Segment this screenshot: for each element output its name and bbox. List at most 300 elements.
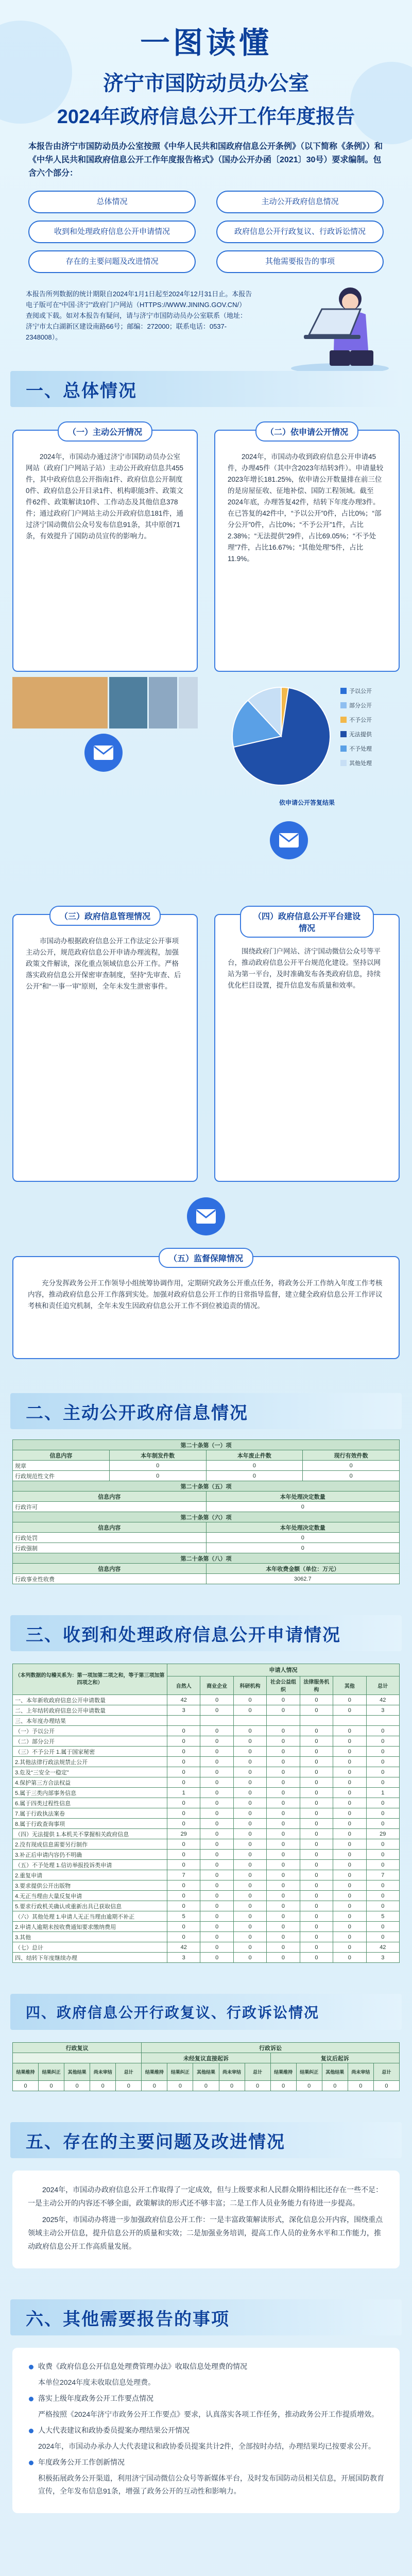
cell: （七）总计: [13, 1942, 167, 1953]
cell: 0: [366, 1922, 399, 1932]
col-header: 尚未审结: [348, 2063, 373, 2081]
table-row: [13, 1880, 400, 1891]
cell: [167, 1716, 200, 1726]
cell: 0: [233, 1901, 266, 1911]
cell: 0: [300, 1942, 333, 1953]
envelope-icon: [84, 734, 123, 772]
legend-swatch: [340, 688, 347, 694]
legend-swatch: [340, 745, 347, 752]
cell: 0: [200, 1839, 233, 1850]
cell: 0: [233, 1705, 266, 1716]
supervision-block: [12, 1197, 400, 1383]
table-row: [13, 1860, 400, 1870]
legend-label: 其他处理: [349, 760, 372, 767]
cell: 0: [167, 1757, 200, 1767]
cell: 三、本年度办理结果: [13, 1716, 167, 1726]
card-text: 2024年，市国动办收到政府信息公开申请45件，办理45件（其中含2023年结转3件）。申请量较2023年增长181.25%，依申请公开数量排在前三位的是房屋征收、征地补偿、国防工程领域。截至2024年底，办理答复42件，结转下年度办理3件。在已答复的42件中，“予以公开”0件，占比0%；“部分公开”0件，占比0%；“不予公开”1件，占比2.38%；“无法提供”29件，占比69.05%；“不予处理”7件，占比16.67%；“其他处理”5件，占比11.9%。: [228, 453, 384, 563]
col-header: 自然人: [167, 1676, 200, 1694]
cell: 0: [267, 1747, 300, 1757]
cell: [333, 1716, 366, 1726]
review-table: [12, 2042, 400, 2091]
envelope-icon: [270, 821, 308, 859]
cell: 0: [366, 1891, 399, 1901]
list-item-detail: 2024年，市国动办承办人大代表建议和政协委员提案共计2件，全部按时办结，办理结果均已按要求公开。: [38, 2442, 375, 2450]
cell: 0: [167, 1777, 200, 1788]
cell: 0: [206, 1543, 400, 1553]
col-header: 其他: [333, 1676, 366, 1694]
cell: 0: [245, 2081, 270, 2091]
cell: 0: [267, 1736, 300, 1747]
cell: 0: [333, 1891, 366, 1901]
cell: 行政规范性文件: [13, 1471, 110, 1481]
cell: 0: [300, 1777, 333, 1788]
cell: 0: [366, 1850, 399, 1860]
list-item-detail: 积极拓展政务公开渠道，利用济宁国动微信公众号等新媒体平台，及时发布国防动员相关信息，开展国防教育宣传，全年发布信息91条，增强了政务公开的互动性和影响力。: [38, 2474, 384, 2495]
cell: 0: [219, 2081, 245, 2091]
col-header: [13, 2053, 142, 2063]
card-proactive: [12, 430, 198, 672]
col-header: 总计: [366, 1676, 399, 1694]
cell: 0: [233, 1726, 266, 1736]
cell: 0: [333, 1922, 366, 1932]
cell: 2.重复申请: [13, 1870, 167, 1880]
section-title: 二、主动公开政府信息情况: [26, 1403, 248, 1423]
cell: 0: [270, 2081, 296, 2091]
cell: 5: [366, 1911, 399, 1922]
part-pill[interactable]: 存在的主要问题及改进情况: [28, 250, 196, 273]
cell: 0: [167, 1850, 200, 1860]
col-header: 信息内容: [13, 1450, 110, 1461]
proactive-tables: [12, 1439, 400, 1584]
table-row: [13, 1953, 400, 1963]
cell: [200, 1716, 233, 1726]
cell: 0: [366, 1777, 399, 1788]
col-header: 总计: [245, 2063, 270, 2081]
cell: 7: [366, 1870, 399, 1880]
cell: 0: [233, 1808, 266, 1819]
cell: 0: [116, 2081, 142, 2091]
part-pill[interactable]: 总体情况: [28, 191, 196, 213]
paragraph: 2024年，市国动办政府信息公开工作取得了一定成效，但与上级要求和人民群众期待相比还存在一些不足：一是主动公开的内容还不够全面，政策解读的形式还不够丰富；二是工作人员业务能力有待进一步提高。: [28, 2185, 383, 2207]
cell: 5: [167, 1911, 200, 1922]
cell: 0: [200, 1870, 233, 1880]
cell: 0: [267, 1705, 300, 1716]
cell: 0: [267, 1922, 300, 1932]
table-row: [13, 1726, 400, 1736]
request-table: [12, 1664, 400, 1963]
card-management: [12, 914, 198, 1182]
chart-label: 依申请公开答复结果: [279, 799, 335, 806]
cell: 0: [233, 1777, 266, 1788]
cell: 0: [300, 1911, 333, 1922]
cell: 42: [366, 1695, 399, 1705]
cell: 行政许可: [13, 1502, 207, 1512]
cell: 0: [267, 1942, 300, 1953]
cell: 3: [366, 1953, 399, 1963]
section-banner-1: [10, 371, 402, 407]
cell: 3: [167, 1953, 200, 1963]
col-header: 行政诉讼: [142, 2043, 400, 2053]
cell: 0: [167, 1736, 200, 1747]
cell: 0: [200, 1922, 233, 1932]
cell: 0: [333, 1870, 366, 1880]
cell: 0: [200, 1808, 233, 1819]
card-platform: [214, 914, 400, 1182]
cell: 0: [167, 1839, 200, 1850]
cell: （二）部分公开: [13, 1736, 167, 1747]
card-text: 围绕政府门户网站、济宁国动微信公众号等平台，推动政府信息公开平台规范化建设。坚持以网站为第一平台，及时准确发布各类政府信息，持续优化栏目设置，提升信息发布质量和效率。: [228, 947, 381, 989]
other-textbox: [12, 2348, 400, 2513]
table-row: [13, 1829, 400, 1839]
card-title: （一）主动公开情况: [58, 421, 152, 442]
cell: 0: [303, 1461, 400, 1471]
card-request: [214, 430, 400, 672]
col-header: 信息内容: [13, 1522, 207, 1533]
table-row: [13, 1502, 400, 1512]
col-header: 本年制发件数: [109, 1450, 206, 1461]
cell: 0: [267, 1757, 300, 1767]
cell: 8.属于行政查询事项: [13, 1819, 167, 1829]
section-title: 五、存在的主要问题及改进情况: [26, 2132, 285, 2152]
cell: 0: [267, 1819, 300, 1829]
col-header: 本年废止件数: [206, 1450, 303, 1461]
table-row: [13, 1942, 400, 1953]
cell: 3.要求提供公开出版物: [13, 1880, 167, 1891]
table-regs: [12, 1439, 400, 1584]
list-item-detail: 本单位2024年度未收取信息处理费。: [38, 2378, 156, 2386]
cell: 0: [200, 1798, 233, 1808]
header-intro: 本报告由济宁市国防动员办公室按照《中华人民共和国政府信息公开条例》（以下简称《条例》）和《中华人民共和国政府信息公开工作年度报告格式》（国办公开办函〔2021〕30号）要求编制。包含六个部分：: [28, 142, 383, 178]
table-caption: 第二十条第（一）项: [13, 1440, 400, 1450]
part-pill[interactable]: 收到和处理政府信息公开申请情况: [28, 221, 196, 243]
cell: 0: [233, 1819, 266, 1829]
cell: 0: [300, 1757, 333, 1767]
cell: 0: [267, 1850, 300, 1860]
cell: 0: [13, 2081, 39, 2091]
cell: [233, 1716, 266, 1726]
legend-label: 不予处理: [349, 746, 372, 752]
cell: 0: [200, 1860, 233, 1870]
cell: [267, 1716, 300, 1726]
cell: 0: [333, 1757, 366, 1767]
table-row: [13, 1932, 400, 1942]
cell: 0: [167, 2081, 193, 2091]
cell: 0: [333, 1942, 366, 1953]
card-text: 市国动办根据政府信息公开工作法定公开事项主动公开，规范政府信息公开申请办理流程，加强政策文件解读，深化重点领域信息公开工作。严格落实政府信息公开保密审查制度，坚持“先审查、后公开”和“一事一审”原则，全年未发生泄密事件。: [26, 937, 181, 990]
cell: 0: [200, 1695, 233, 1705]
category-block: [109, 677, 147, 728]
cell: 4.保护第三方合法权益: [13, 1777, 167, 1788]
paragraph: 2025年，市国动办将进一步加强政府信息公开工作：一是丰富政策解读形式，深化信息公开内容，围绕重点领域主动公开信息，提升信息公开的质量和实效；二是加强业务培训，提高工作人员的业务水平和工作能力，推动政府信息公开工作高质量发展。: [28, 2215, 383, 2250]
cell: 0: [109, 1461, 206, 1471]
cell: 2.申请人逾期未按收费通知要求缴纳费用: [13, 1922, 167, 1932]
table-row: [13, 1777, 400, 1788]
legend-label: 无法提供: [349, 732, 372, 738]
cell: 0: [167, 1726, 200, 1736]
cell: 3062.7: [206, 1574, 400, 1584]
cell: 0: [267, 1767, 300, 1777]
cell: 2.其他法律行政法规禁止公开: [13, 1757, 167, 1767]
cell: 0: [366, 1757, 399, 1767]
cell: 0: [200, 1911, 233, 1922]
cell: 0: [267, 1860, 300, 1870]
table-row: [13, 1798, 400, 1808]
col-header: 未经复议直接起诉: [142, 2053, 270, 2063]
cell: 0: [333, 1767, 366, 1777]
col-header: 本年处理决定数量: [206, 1522, 400, 1533]
card-title: （五）监督保障情况: [159, 1248, 253, 1268]
cell: 0: [366, 1819, 399, 1829]
cell: 0: [200, 1932, 233, 1942]
category-blocks: [12, 677, 198, 728]
table-row: [13, 1911, 400, 1922]
cell: 0: [200, 1767, 233, 1777]
supervision-icon-wrap: [12, 1197, 400, 1235]
table-row: [13, 2081, 400, 2091]
col-header: 其他结果: [193, 2063, 219, 2081]
cell: 0: [366, 1767, 399, 1777]
col-header: （本列数据的勾稽关系为：第一项加第二项之和，等于第三项加第四项之和）: [13, 1664, 167, 1695]
table-row: [13, 1850, 400, 1860]
cell: 0: [267, 1726, 300, 1736]
cell: （一）予以公开: [13, 1726, 167, 1736]
table-row: [13, 1870, 400, 1880]
cell: 0: [333, 1808, 366, 1819]
cell: 7: [167, 1870, 200, 1880]
cell: 0: [303, 1471, 400, 1481]
card-title: （三）政府信息管理情况: [49, 906, 161, 926]
col-header: 结果纠正: [167, 2063, 193, 2081]
cell: 0: [233, 1942, 266, 1953]
cell: 0: [167, 1747, 200, 1757]
col-header: 结果维持: [142, 2063, 167, 2081]
header-note: 本报告所列数据的统计期限自2024年1月1日起至2024年12月31日止。本报告电子版可在“中国·济宁”政府门户网站（HTTPS://WWW.JINING.GOV.CN/）查阅或下载。如对本报告有疑问，请与济宁市国防动员办公室联系（地址：济宁市太白湖新区建设南路66号；邮编：272000；联系电话：0537-2348008）。: [26, 290, 252, 341]
col-header: 尚未审结: [90, 2063, 116, 2081]
col-header: 结果维持: [13, 2063, 39, 2081]
cell: 0: [200, 1726, 233, 1736]
cell: 0: [267, 1953, 300, 1963]
cell: 3.危及“三安全一稳定”: [13, 1767, 167, 1777]
cell: 0: [366, 1808, 399, 1819]
table-caption: 第二十条第（五）项: [13, 1481, 400, 1492]
cell: 0: [300, 1736, 333, 1747]
col-header: 科研机构: [233, 1676, 266, 1694]
cell: [300, 1716, 333, 1726]
table-row: [13, 1788, 400, 1798]
cell: 0: [200, 1850, 233, 1860]
cell: （三）不予公开 1.属于国家秘密: [13, 1747, 167, 1757]
table-row: [13, 1747, 400, 1757]
legend-label: 部分公开: [349, 703, 372, 709]
cell: 0: [300, 1932, 333, 1942]
col-header: 信息内容: [13, 1564, 207, 1574]
cell: 0: [296, 2081, 322, 2091]
cell: 0: [233, 1798, 266, 1808]
cell: 3: [366, 1705, 399, 1716]
cell: 0: [233, 1767, 266, 1777]
cell: 0: [200, 1953, 233, 1963]
part-pill[interactable]: 政府信息公开行政复议、行政诉讼情况: [216, 221, 384, 243]
cell: [366, 1716, 399, 1726]
cell: 0: [300, 1747, 333, 1757]
parts-list: [28, 191, 384, 273]
section-banner-6: [10, 2299, 402, 2335]
cell: 0: [333, 1901, 366, 1911]
list-item: 年度政务公开工作创新情况: [28, 2456, 384, 2469]
col-header: 其他结果: [322, 2063, 348, 2081]
cell: 0: [333, 1829, 366, 1839]
cell: 0: [206, 1533, 400, 1543]
cell: 规章: [13, 1461, 110, 1471]
table-row: [13, 1543, 400, 1553]
cell: 0: [333, 1932, 366, 1942]
cell: 0: [348, 2081, 373, 2091]
cell: 5.属于三类内部事务信息: [13, 1788, 167, 1798]
review-table-wrap: [12, 2042, 400, 2091]
cell: 0: [233, 1880, 266, 1891]
part-pill[interactable]: 主动公开政府信息情况: [216, 191, 384, 213]
col-header: 社会公益组织: [267, 1676, 300, 1694]
cell: 0: [300, 1767, 333, 1777]
cell: 0: [300, 1953, 333, 1963]
cell: 5.要求行政机关确认或重新出具已获取信息: [13, 1901, 167, 1911]
cell: 0: [233, 1829, 266, 1839]
cell: 0: [267, 1839, 300, 1850]
cell: 0: [233, 1870, 266, 1880]
list-item: 人大代表建议和政协委员提案办理结果公开情况: [28, 2424, 384, 2437]
table-row: [13, 1461, 400, 1471]
col-header: 总计: [373, 2063, 399, 2081]
table-row: [13, 1819, 400, 1829]
cell: 0: [233, 1860, 266, 1870]
card-text: 2024年，市国动办通过济宁市国防动员办公室网站（政府门户网站子站）主动公开政府信息共455件，其中政府信息公开指南1件、政府信息公开制度0件、政府信息公开目录1件、机构职能3件、政策文件62件、政策解读10件、工作动态及其他信息378件；通过政府门户网站主动公开政府信息181件，通过济宁国动微信公众号发布信息91条，其中原创71条，有效提升了国防动员宣传的影响力。: [26, 453, 184, 540]
cell: 0: [333, 1747, 366, 1757]
cell: 0: [267, 1891, 300, 1901]
cell: 0: [200, 1880, 233, 1891]
cell: 0: [200, 1829, 233, 1839]
cell: 0: [233, 1911, 266, 1922]
envelope-icon: [187, 1197, 225, 1235]
cell: 0: [333, 1705, 366, 1716]
cell: （四）无法提供 1.本机关不掌握相关政府信息: [13, 1829, 167, 1839]
cell: 42: [366, 1942, 399, 1953]
cell: 3.补正后申请内容仍不明确: [13, 1850, 167, 1860]
cell: 0: [300, 1839, 333, 1850]
cell: 0: [300, 1798, 333, 1808]
cell: 0: [193, 2081, 219, 2091]
cell: 0: [333, 1953, 366, 1963]
cell: 0: [167, 1901, 200, 1911]
cell: 0: [333, 1788, 366, 1798]
cell: 一、本年新收政府信息公开申请数量: [13, 1695, 167, 1705]
other-list: [28, 2360, 384, 2498]
cell: （六）其他处理 1.申请人无正当理由逾期不补正: [13, 1911, 167, 1922]
cell: 0: [200, 1901, 233, 1911]
cell: 0: [167, 1891, 200, 1901]
table-caption: 第二十条第（六）项: [13, 1512, 400, 1522]
cell: 0: [333, 1798, 366, 1808]
cell: 0: [233, 1839, 266, 1850]
col-header: 总计: [116, 2063, 142, 2081]
cell: 0: [200, 1747, 233, 1757]
section-title: 一、总体情况: [26, 381, 137, 401]
cell: 0: [300, 1901, 333, 1911]
cell: 0: [167, 1767, 200, 1777]
part-pill[interactable]: 其他需要报告的事项: [216, 250, 384, 273]
cell: 3: [167, 1705, 200, 1716]
cell: 0: [300, 1850, 333, 1860]
card-supervision: [12, 1256, 400, 1359]
cell: 0: [333, 1880, 366, 1891]
cell: 0: [366, 1839, 399, 1850]
cell: 0: [233, 1788, 266, 1798]
table-row: [13, 1574, 400, 1584]
table-caption: 第二十条第（八）项: [13, 1553, 400, 1564]
cell: 0: [267, 1911, 300, 1922]
cell: 0: [300, 1922, 333, 1932]
cell: 0: [267, 1695, 300, 1705]
table-row: [13, 1736, 400, 1747]
category-block: [149, 677, 177, 728]
col-header: 复议后起诉: [270, 2053, 399, 2063]
col-header: 法律服务机构: [300, 1676, 333, 1694]
cell: （五）不予处理 1.信访举报投诉类申请: [13, 1860, 167, 1870]
cell: 0: [267, 1880, 300, 1891]
cell: 0: [333, 1695, 366, 1705]
cell: 0: [167, 1819, 200, 1829]
person-laptop-illustration: [273, 278, 391, 376]
cell: 1: [366, 1788, 399, 1798]
cell: 0: [267, 1808, 300, 1819]
list-item: 收费《政府信息公开信息处理费管理办法》收取信息处理费的情况: [28, 2360, 384, 2373]
request-chart: [225, 677, 389, 811]
cell: 0: [300, 1870, 333, 1880]
cell: 0: [206, 1471, 303, 1481]
list-item: 落实上级年度政务公开工作要点情况: [28, 2392, 384, 2405]
cell: 1: [167, 1788, 200, 1798]
cell: 0: [300, 1705, 333, 1716]
cell: 0: [267, 1798, 300, 1808]
section-title: 四、政府信息公开行政复议、行政诉讼情况: [26, 2005, 320, 2021]
category-block: [179, 677, 198, 728]
cell: 0: [167, 1932, 200, 1942]
cell: 0: [200, 1777, 233, 1788]
section-banner-3: [10, 1615, 402, 1651]
table-row: [13, 1767, 400, 1777]
cell: 行政强制: [13, 1543, 207, 1553]
cell: 0: [233, 1736, 266, 1747]
cell: 0: [233, 1932, 266, 1942]
col-header: 现行有效件数: [303, 1450, 400, 1461]
cell: 0: [267, 1932, 300, 1942]
legend-swatch: [340, 731, 347, 737]
cell: 0: [333, 1839, 366, 1850]
cell: 0: [200, 1942, 233, 1953]
table-row: [13, 1808, 400, 1819]
cell: 0: [200, 1757, 233, 1767]
cell: 0: [366, 1747, 399, 1757]
cell: 0: [233, 1891, 266, 1901]
table-row: [13, 1757, 400, 1767]
card-title: （二）依申请公开情况: [255, 421, 358, 442]
cell: 0: [366, 1880, 399, 1891]
cell: 0: [206, 1461, 303, 1471]
cell: 0: [39, 2081, 64, 2091]
cell: 二、上年结转政府信息公开申请数量: [13, 1705, 167, 1716]
cell: 0: [366, 1901, 399, 1911]
cell: 0: [200, 1736, 233, 1747]
col-header: 申请人情况: [167, 1664, 400, 1676]
